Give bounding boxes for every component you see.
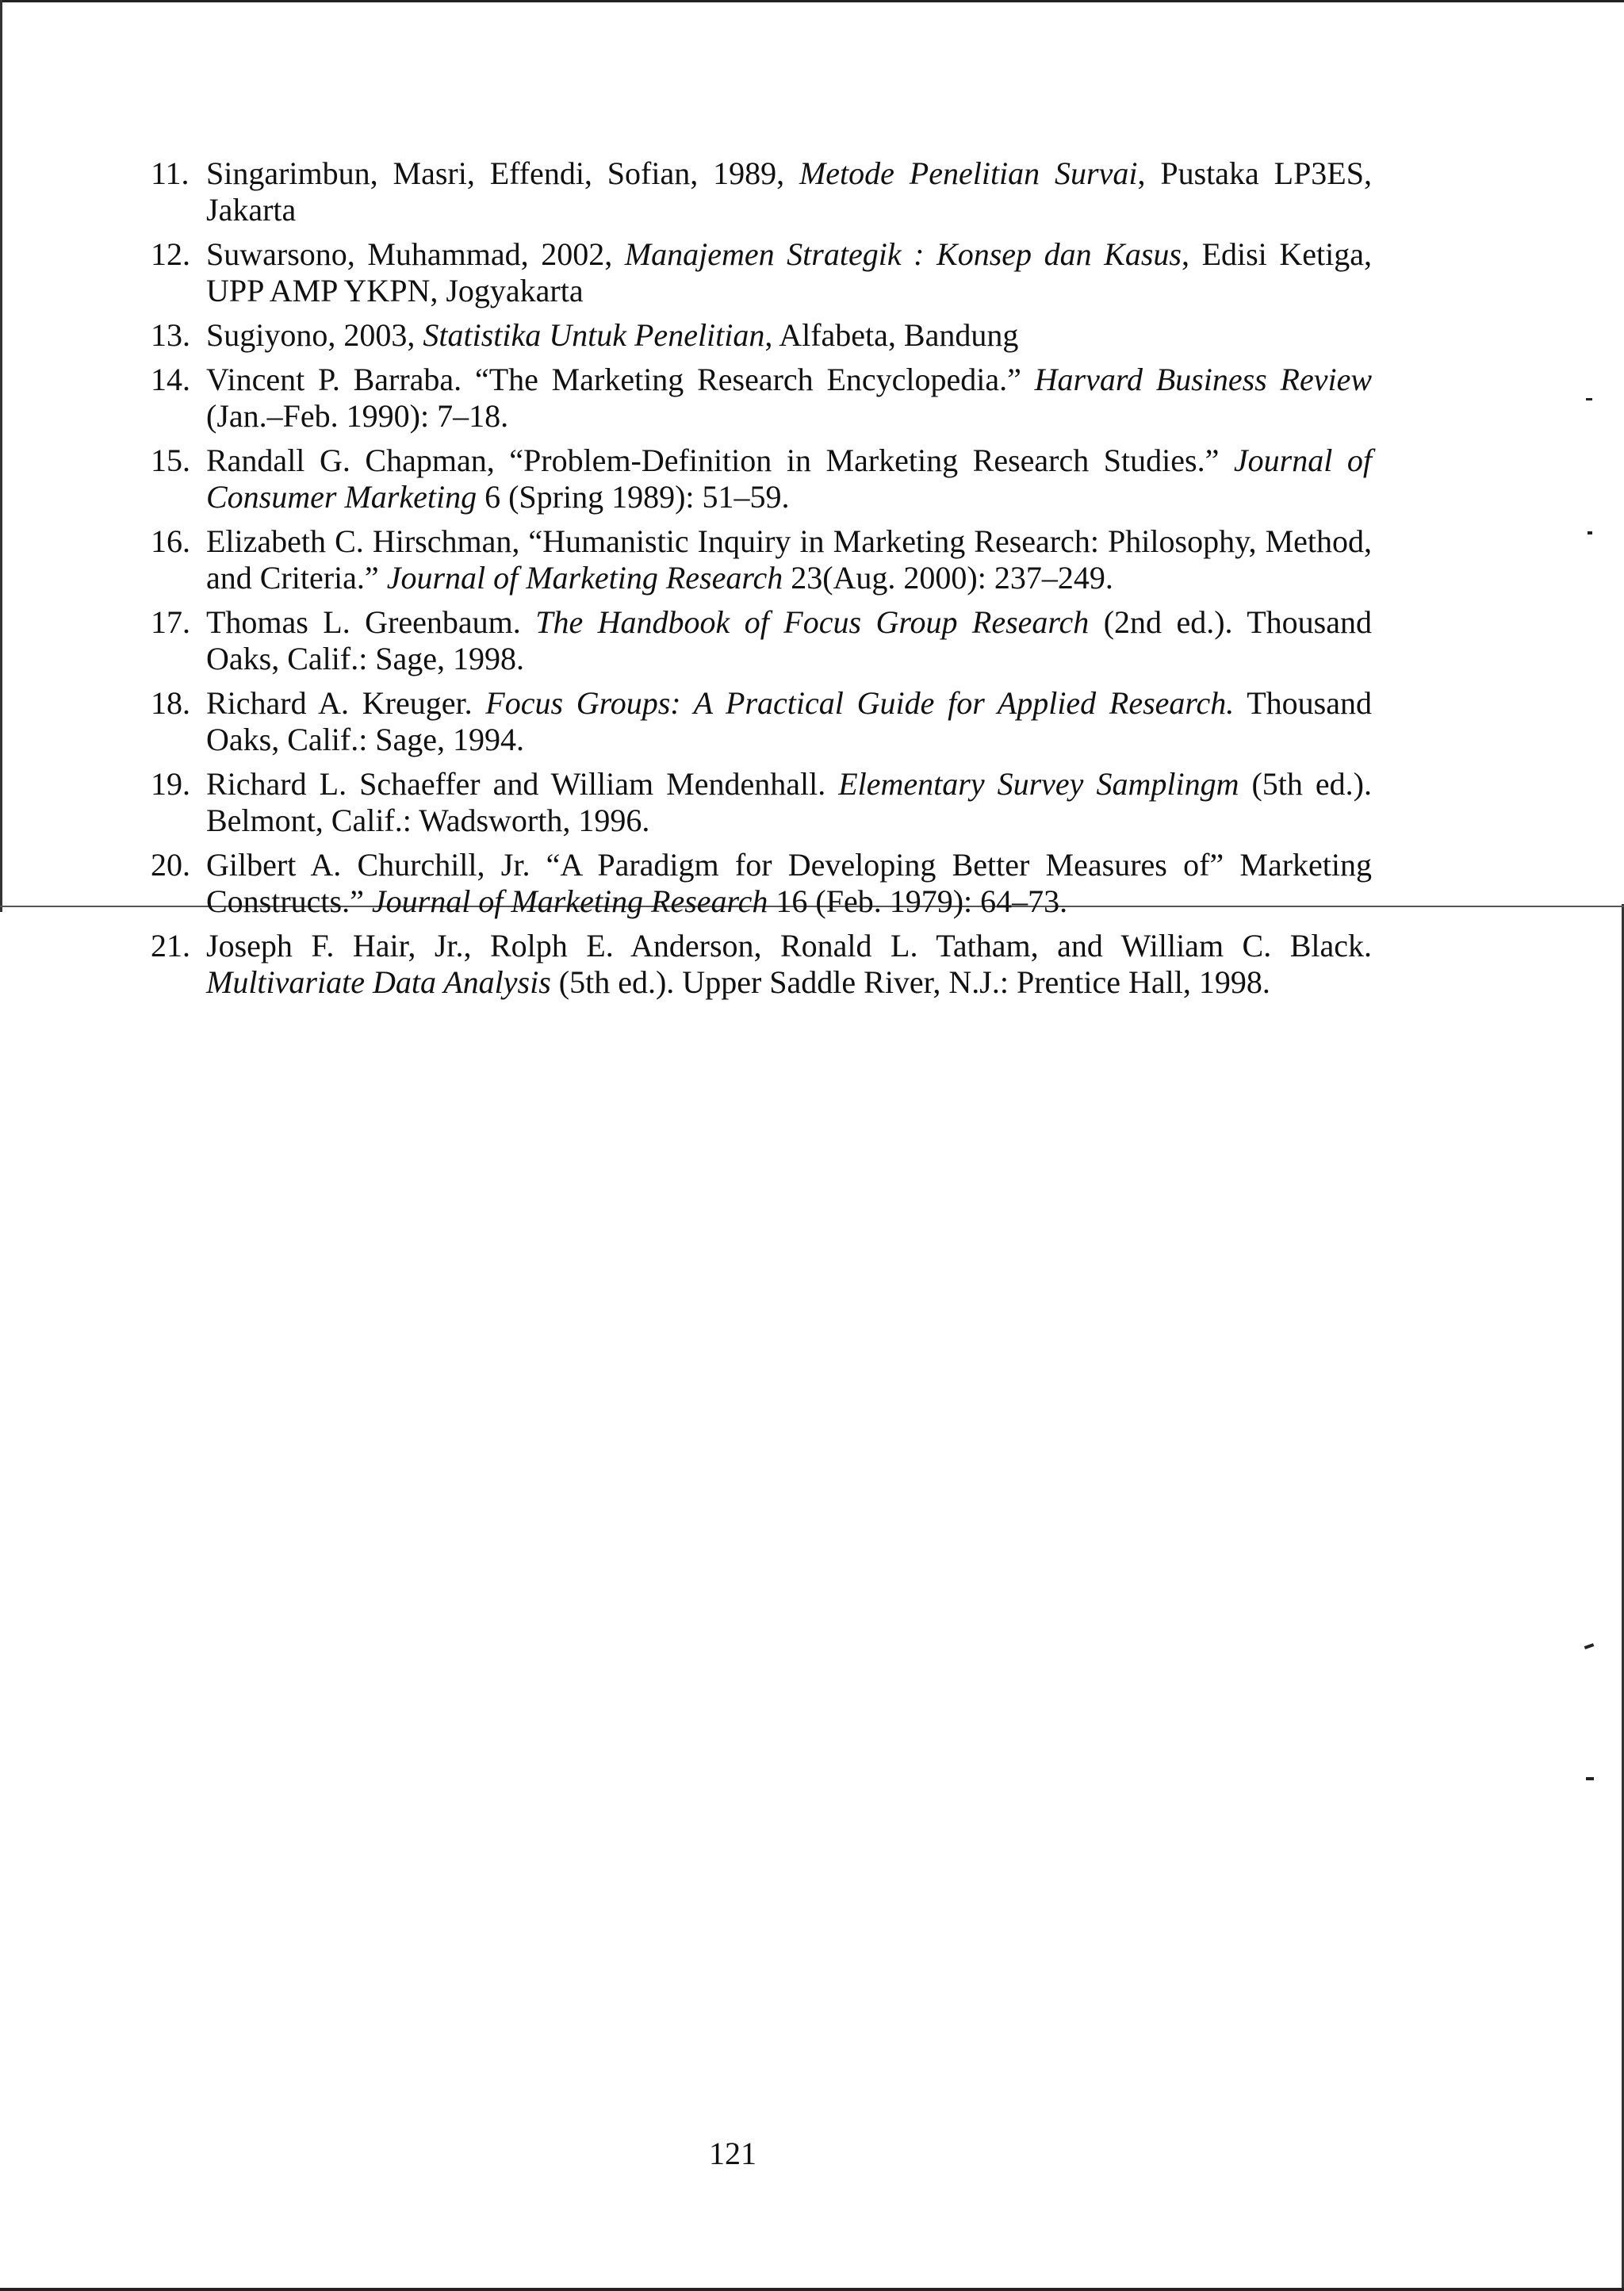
reference-item <box>151 236 1372 309</box>
reference-publication: (2nd ed.). Thousand Oaks, Calif.: Sage, 1998. <box>206 604 1372 676</box>
reference-title: Metode Penelitian Survai <box>799 155 1138 191</box>
reference-item <box>151 766 1372 839</box>
reference-authors: Elizabeth C. Hirschman, “Humanistic Inquiry in Marketing Research: Philosophy, Method, and Criteria.” <box>206 523 1372 596</box>
reference-title: The Handbook of Focus Group Research <box>535 604 1090 640</box>
scan-speck <box>1586 1777 1594 1780</box>
page-number: 121 <box>709 2136 756 2171</box>
reference-number: 12. <box>151 236 190 272</box>
scan-speck <box>1584 1643 1595 1649</box>
reference-publication: , Alfabeta, Bandung <box>764 317 1019 353</box>
reference-item <box>151 442 1372 515</box>
reference-number: 15. <box>151 442 190 478</box>
reference-item <box>151 928 1372 1001</box>
reference-title: Elementary Survey Samplingm <box>838 766 1239 802</box>
scan-speck <box>1586 398 1592 400</box>
reference-number: 11. <box>151 155 190 191</box>
reference-publication: , Pustaka LP3ES, Jakarta <box>206 155 1372 228</box>
reference-title: Journal of Consumer Marketing <box>206 442 1373 515</box>
reference-list <box>151 155 1372 1009</box>
reference-item <box>151 847 1372 920</box>
scan-border-bottom <box>0 2288 1624 2291</box>
reference-publication: (5th ed.). Belmont, Calif.: Wadsworth, 1996. <box>206 766 1372 838</box>
reference-item <box>151 362 1372 435</box>
reference-number: 17. <box>151 604 190 640</box>
reference-authors: Thomas L. Greenbaum. <box>206 604 536 640</box>
reference-authors: Singarimbun, Masri, Effendi, Sofian, 1989, <box>206 155 799 191</box>
reference-authors: Randall G. Chapman, “Problem-Definition in Marketing Research Studies.” <box>206 442 1234 478</box>
reference-number: 13. <box>151 317 190 353</box>
reference-number: 14. <box>151 362 190 397</box>
reference-item <box>151 155 1372 228</box>
reference-authors: Vincent P. Barraba. “The Marketing Research Encyclopedia.” <box>206 362 1035 397</box>
reference-authors: Sugiyono, 2003, <box>206 317 423 353</box>
reference-item <box>151 523 1372 596</box>
reference-publication: Thousand Oaks, Calif.: Sage, 1994. <box>206 685 1372 757</box>
reference-title: Manajemen Strategik : Konsep dan Kasus <box>624 236 1182 272</box>
reference-publication: 16 (Feb. 1979): 64–73. <box>768 883 1068 919</box>
reference-title: Multivariate Data Analysis <box>206 964 551 1000</box>
reference-item <box>151 604 1372 677</box>
reference-item <box>151 317 1372 354</box>
reference-title: Harvard Business Review <box>1034 362 1372 397</box>
reference-number: 18. <box>151 685 190 721</box>
reference-authors: Richard A. Kreuger. <box>206 685 486 721</box>
scan-border-top <box>0 0 1624 2</box>
reference-number: 21. <box>151 928 190 964</box>
reference-publication: (Jan.–Feb. 1990): 7–18. <box>206 398 509 434</box>
scan-border-left <box>0 0 2 912</box>
scan-speck <box>1588 531 1592 534</box>
reference-item <box>151 685 1372 758</box>
reference-authors: Suwarsono, Muhammad, 2002, <box>206 236 625 272</box>
reference-number: 16. <box>151 523 190 559</box>
reference-publication: , Edisi Ketiga, UPP AMP YKPN, Jogyakarta <box>206 236 1372 308</box>
reference-title: Statistika Untuk Penelitian <box>423 317 765 353</box>
reference-publication: 6 (Spring 1989): 51–59. <box>477 479 790 515</box>
reference-title: Focus Groups: A Practical Guide for Applied Research. <box>485 685 1235 721</box>
reference-title: Journal of Marketing Research <box>371 883 768 919</box>
reference-number: 19. <box>151 766 190 802</box>
reference-authors: Gilbert A. Churchill, Jr. “A Paradigm for Developing Better Measures of” Marketing Constructs.” <box>206 847 1372 919</box>
reference-publication: (5th ed.). Upper Saddle River, N.J.: Prentice Hall, 1998. <box>550 964 1270 1000</box>
reference-authors: Joseph F. Hair, Jr., Rolph E. Anderson, Ronald L. Tatham, and William C. Black. <box>206 928 1372 964</box>
reference-title: Journal of Marketing Research <box>386 560 783 596</box>
reference-publication: 23(Aug. 2000): 237–249. <box>783 560 1113 596</box>
reference-authors: Richard L. Schaeffer and William Mendenhall. <box>206 766 839 802</box>
reference-number: 20. <box>151 847 190 883</box>
